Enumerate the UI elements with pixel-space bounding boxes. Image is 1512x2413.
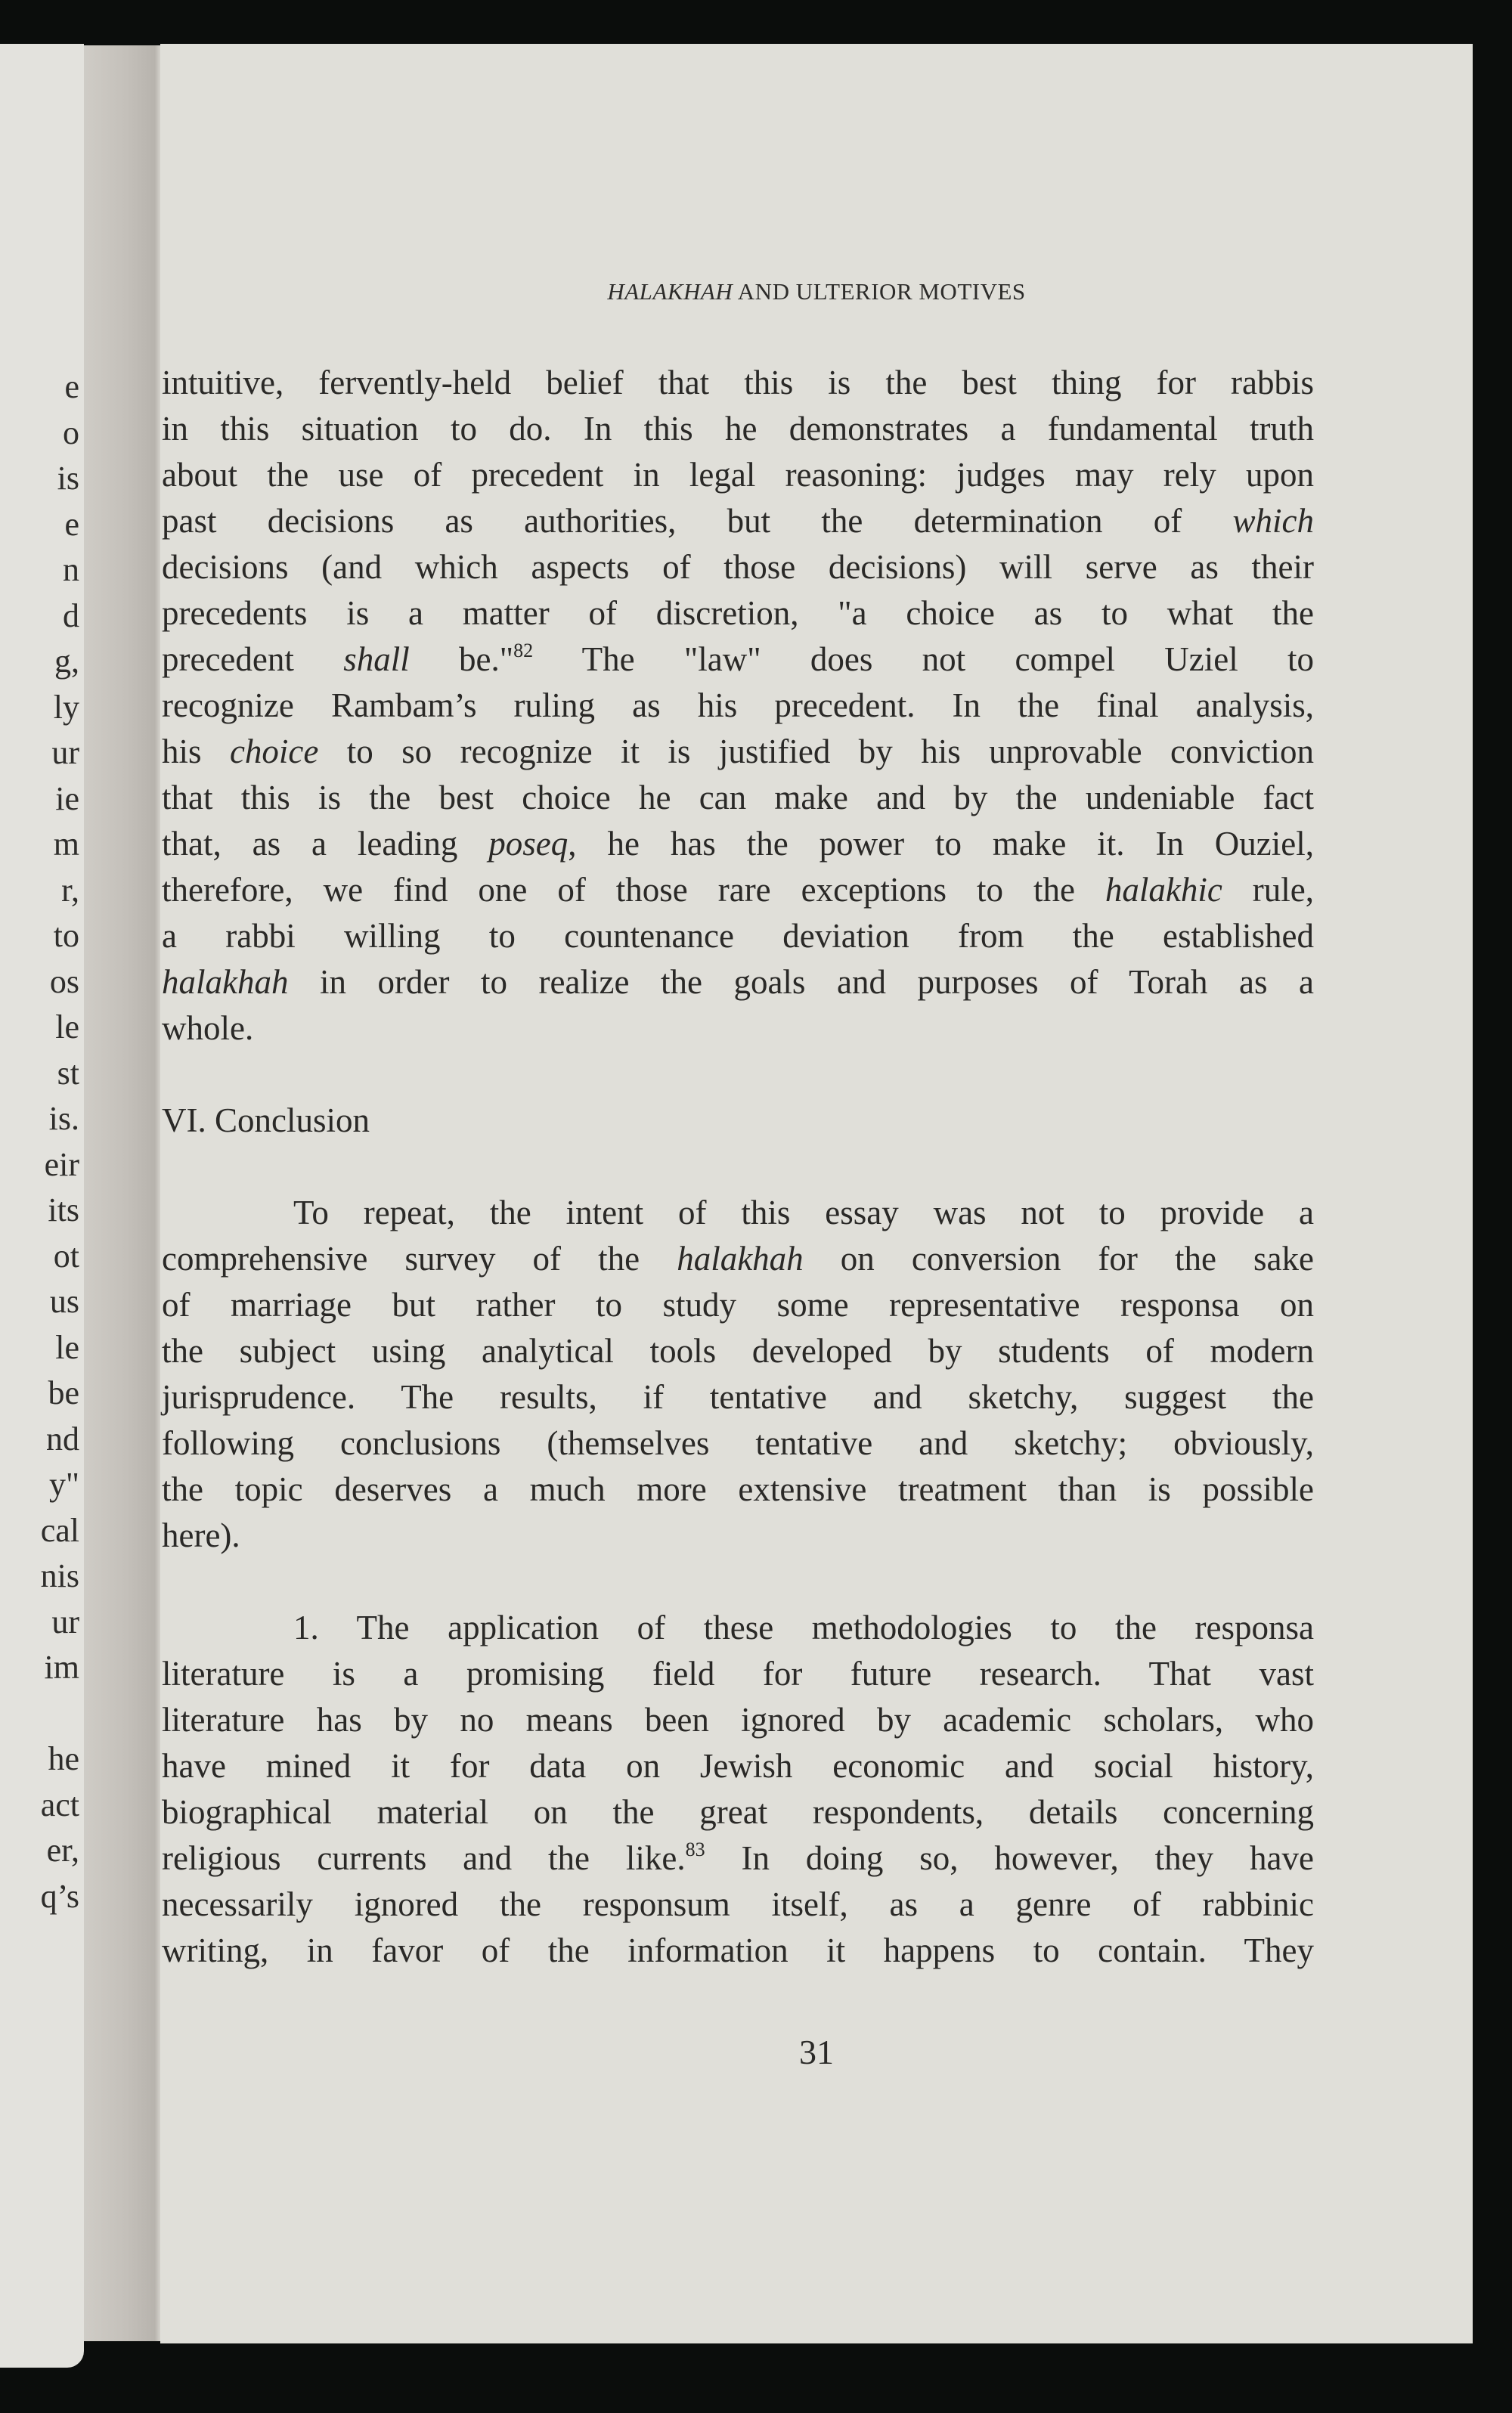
- running-header-text: AND ULTERIOR MOTIVES: [733, 278, 1026, 305]
- text-line: [162, 1697, 1314, 1743]
- text-line: [162, 1882, 1314, 1928]
- paragraph-3: [162, 1605, 1314, 1974]
- footnote-marker: 83: [685, 1838, 705, 1860]
- italic-term: halakhic: [1105, 871, 1222, 909]
- text-line: [162, 406, 1314, 452]
- italic-term: which: [1232, 502, 1314, 540]
- facing-page-text-fragment: ly: [53, 688, 79, 726]
- facing-page-text-fragment: m: [53, 826, 79, 863]
- facing-page-text-fragment: is.: [48, 1100, 79, 1137]
- text-segment: of marriage but rather to study some representative responsa on: [162, 1286, 1314, 1324]
- text-segment: To repeat, the intent of this essay was not to provide a: [293, 1194, 1314, 1231]
- text-segment: biographical material on the great respondents, details concerning: [162, 1793, 1314, 1831]
- section-heading: VI. Conclusion: [162, 1101, 370, 1139]
- facing-page-text-fragment: ie: [55, 779, 79, 817]
- text-line: [162, 1513, 1314, 1559]
- text-segment: that this is the best choice he can make and by the undeniable fact: [162, 779, 1314, 816]
- facing-page-text-fragment: g,: [54, 643, 79, 680]
- text-segment: past decisions as authorities, but the determination of: [162, 502, 1233, 540]
- facing-page-text-fragment: cal: [40, 1511, 79, 1549]
- text-segment: rule,: [1222, 871, 1314, 909]
- text-line: [162, 867, 1314, 913]
- facing-page-text-fragment: be: [48, 1374, 79, 1411]
- text-segment: necessarily ignored the responsum itself, as a genre of rabbinic: [162, 1885, 1314, 1923]
- text-segment: have mined it for data on Jewish economic and social history,: [162, 1747, 1314, 1785]
- facing-page-text-fragment: ur: [51, 734, 79, 771]
- text-segment: about the use of precedent in legal reasoning: judges may rely upon: [162, 456, 1314, 494]
- facing-page-text-fragment: q’s: [40, 1877, 79, 1915]
- text-segment: intuitive, fervently-held belief that this is the best thing for rabbis: [162, 364, 1314, 401]
- text-line: [162, 637, 1314, 683]
- text-segment: recognize Rambam’s ruling as his precedent. In the final analysis,: [162, 686, 1314, 724]
- facing-page-text-fragment: us: [49, 1283, 79, 1320]
- italic-term: poseq: [488, 825, 569, 863]
- text-segment: jurisprudence. The results, if tentative and sketchy, suggest the: [162, 1378, 1314, 1416]
- text-line: [162, 1789, 1314, 1835]
- italic-term: halakhah: [162, 963, 289, 1001]
- running-header: [160, 278, 1473, 305]
- facing-page-text-fragment: its: [48, 1191, 79, 1228]
- text-line: [162, 1928, 1314, 1974]
- facing-page-text-fragment: ur: [51, 1603, 79, 1640]
- italic-term: shall: [343, 640, 410, 678]
- text-line: [162, 1420, 1314, 1467]
- text-segment: comprehensive survey of the: [162, 1240, 677, 1278]
- facing-page-text-fragment: to: [53, 917, 79, 954]
- paragraph-2: [162, 1190, 1314, 1559]
- facing-page-fragment: [0, 44, 84, 2368]
- paragraph-1: [162, 360, 1314, 1052]
- text-segment: literature has by no means been ignored by academic scholars, who: [162, 1701, 1314, 1739]
- facing-page-text-fragment: im: [44, 1649, 79, 1686]
- facing-page-text-fragment: os: [49, 962, 79, 1000]
- facing-page-text-fragment: n: [63, 551, 79, 588]
- facing-page-text-fragment: nd: [46, 1420, 79, 1457]
- text-segment: following conclusions (themselves tentative and sketchy; obviously,: [162, 1424, 1314, 1462]
- text-line: [162, 360, 1314, 406]
- text-line: [162, 1328, 1314, 1374]
- italic-term: choice: [229, 733, 319, 770]
- text-line: [162, 775, 1314, 821]
- facing-page-text-fragment: o: [63, 414, 79, 451]
- text-segment: decisions (and which aspects of those decisions) will serve as their: [162, 548, 1314, 586]
- text-line: [162, 590, 1314, 637]
- text-line: [162, 821, 1314, 867]
- text-segment: a rabbi willing to countenance deviation from the established: [162, 917, 1314, 955]
- text-line: [162, 683, 1314, 729]
- page-number: 31: [799, 2033, 834, 2071]
- text-segment: therefore, we find one of those rare exceptions to the: [162, 871, 1105, 909]
- text-line: [162, 1236, 1314, 1282]
- text-line: [162, 913, 1314, 959]
- text-segment: In doing so, however, they have: [705, 1839, 1314, 1877]
- text-segment: the subject using analytical tools developed by students of modern: [162, 1332, 1314, 1370]
- text-segment: precedent: [162, 640, 344, 678]
- text-line: [162, 1835, 1314, 1882]
- text-line: [162, 1605, 1314, 1651]
- facing-page-text-fragment: e: [64, 368, 79, 405]
- text-segment: his: [162, 733, 230, 770]
- body-text: [162, 360, 1314, 1974]
- text-line: [162, 1743, 1314, 1789]
- text-segment: religious currents and the like.: [162, 1839, 686, 1877]
- text-segment: in order to realize the goals and purposes of Torah as a: [288, 963, 1314, 1001]
- text-line: [162, 959, 1314, 1005]
- text-segment: 1. The application of these methodologies to the responsa: [293, 1609, 1314, 1646]
- text-line: [162, 1374, 1314, 1420]
- facing-page-text-fragment: nis: [40, 1557, 79, 1594]
- facing-page-text-fragment: le: [55, 1008, 79, 1045]
- book-gutter-shadow: [84, 45, 161, 2341]
- text-line: [162, 1005, 1314, 1052]
- text-segment: be.": [409, 640, 514, 678]
- facing-page-text-fragment: e: [64, 505, 79, 543]
- text-segment: , he has the power to make it. In Ouziel,: [568, 825, 1315, 863]
- text-segment: precedents is a matter of discretion, "a choice as to what the: [162, 594, 1314, 632]
- text-segment: literature is a promising field for future research. That vast: [162, 1655, 1314, 1693]
- facing-page-text-fragment: eir: [44, 1145, 79, 1183]
- running-header-italic: HALAKHAH: [607, 278, 733, 305]
- facing-page-text-fragment: he: [48, 1740, 79, 1777]
- facing-page-text-fragment: is: [57, 460, 79, 497]
- text-segment: whole.: [162, 1009, 254, 1047]
- facing-page-text-fragment: y": [49, 1466, 79, 1503]
- text-segment: in this situation to do. In this he demonstrates a fundamental truth: [162, 410, 1314, 448]
- text-segment: that, as a leading: [162, 825, 489, 863]
- text-line: [162, 498, 1314, 544]
- footnote-marker: 82: [513, 640, 534, 661]
- book-page: [160, 44, 1473, 2343]
- facing-page-text-fragment: ot: [53, 1237, 79, 1275]
- text-line: [162, 1467, 1314, 1513]
- text-line: [162, 1190, 1314, 1236]
- text-line: [162, 452, 1314, 498]
- text-segment: to so recognize it is justified by his unprovable conviction: [318, 733, 1314, 770]
- text-segment: here).: [162, 1516, 240, 1554]
- text-segment: the topic deserves a much more extensive treatment than is possible: [162, 1470, 1314, 1508]
- italic-term: halakhah: [677, 1240, 804, 1278]
- facing-page-text-fragment: le: [55, 1328, 79, 1366]
- text-segment: on conversion for the sake: [803, 1240, 1314, 1278]
- text-line: [162, 1651, 1314, 1697]
- facing-page-text-fragment: act: [40, 1786, 79, 1823]
- facing-page-text-fragment: st: [57, 1054, 79, 1092]
- facing-page-text-fragment: r,: [61, 871, 79, 909]
- text-line: [162, 544, 1314, 590]
- facing-page-text-fragment: er,: [46, 1832, 79, 1869]
- facing-page-text-fragment: d: [63, 596, 79, 634]
- text-line: [162, 729, 1314, 775]
- text-segment: writing, in favor of the information it happens to contain. They: [162, 1931, 1314, 1969]
- text-line: [162, 1282, 1314, 1328]
- text-segment: The "law" does not compel Uziel to: [533, 640, 1315, 678]
